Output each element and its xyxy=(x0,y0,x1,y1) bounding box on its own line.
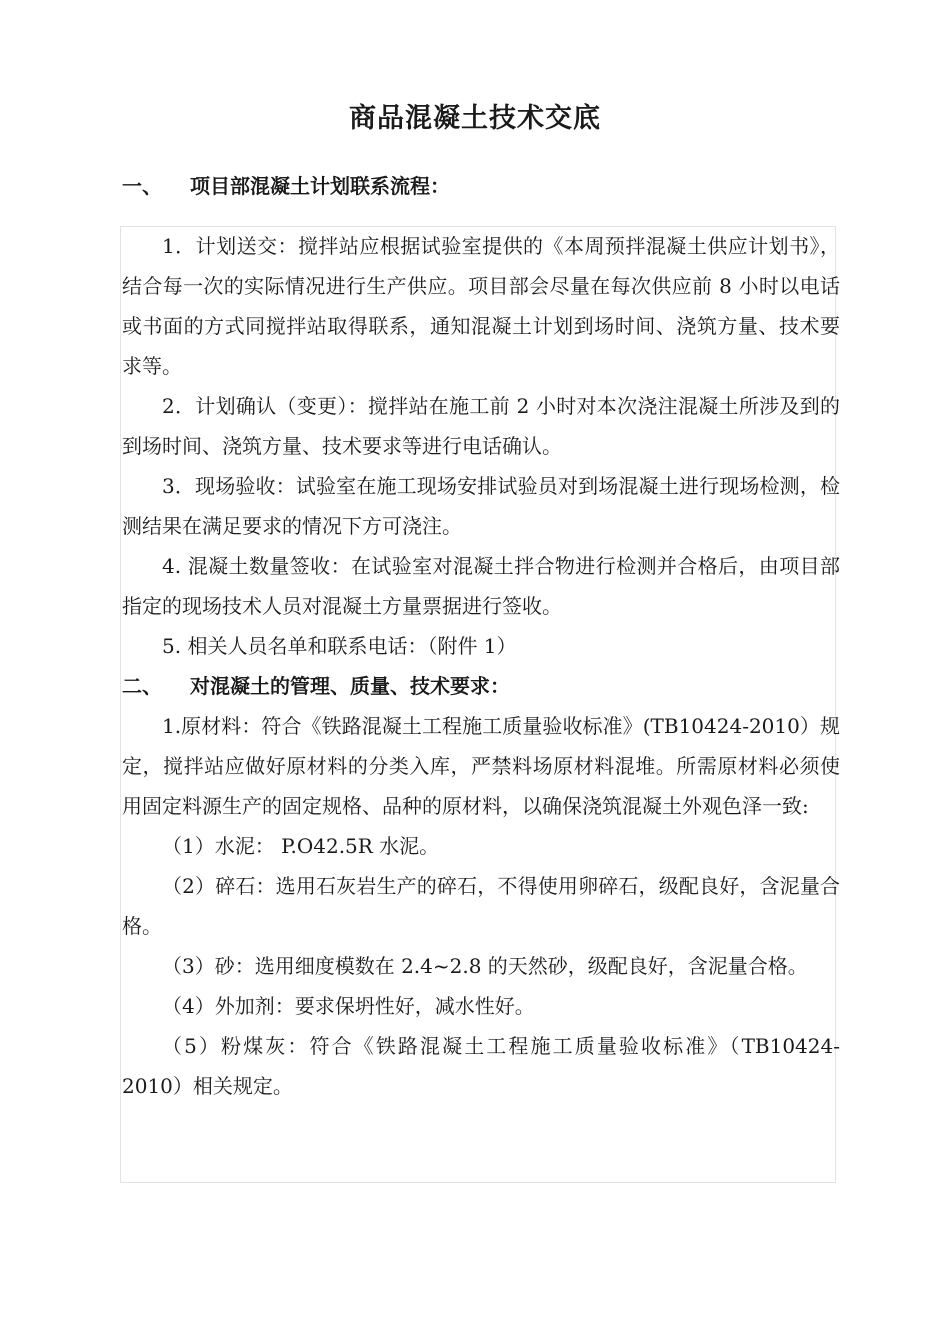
content-body xyxy=(122,226,840,1106)
section-1-heading xyxy=(122,172,842,200)
section-1-title: 项目部混凝土计划联系流程： xyxy=(190,174,450,198)
paragraph-sand: （3）砂：选用细度模数在 2.4~2.8 的天然砂，级配良好，含泥量合格。 xyxy=(162,954,808,978)
section-1-number: 一、 xyxy=(122,174,162,198)
paragraph-crushed-stone: （2）碎石：选用石灰岩生产的碎石，不得使用卵碎石，级配良好，含泥量合格。 xyxy=(122,874,840,938)
paragraph-admixture: （4）外加剂：要求保坍性好，减水性好。 xyxy=(162,994,535,1018)
paragraph-site-acceptance: 3．现场验收：试验室在施工现场安排试验员对到场混凝土进行现场检测，检测结果在满足要求的情况下方可浇注。 xyxy=(122,474,840,538)
paragraph-plan-confirmation: 2．计划确认（变更）：搅拌站在施工前 2 小时对本次浇注混凝土所涉及到的到场时间、浇筑方量、技术要求等进行电话确认。 xyxy=(122,394,840,458)
paragraph-plan-submission: 1．计划送交：搅拌站应根据试验室提供的《本周预拌混凝土供应计划书》，结合每一次的实际情况进行生产供应。项目部会尽量在每次供应前 8 小时以电话或书面的方式同搅拌站取得联系，通知混凝土计划到场时间、浇筑方量、技术要求等。 xyxy=(122,234,840,378)
paragraph-fly-ash: （5）粉煤灰：符合《铁路混凝土工程施工质量验收标准》（TB10424-2010）相关规定。 xyxy=(122,1034,840,1098)
paragraph-quantity-signoff: 4. 混凝土数量签收：在试验室对混凝土拌合物进行检测并合格后，由项目部指定的现场技术人员对混凝土方量票据进行签收。 xyxy=(122,554,840,618)
section-2-title: 对混凝土的管理、质量、技术要求： xyxy=(190,674,510,698)
paragraph-cement: （1）水泥： P.O42.5R 水泥。 xyxy=(162,834,440,858)
section-2-number: 二、 xyxy=(122,674,162,698)
paragraph-raw-materials: 1.原材料：符合《铁路混凝土工程施工质量验收标准》(TB10424-2010）规定，搅拌站应做好原材料的分类入库，严禁料场原材料混堆。所需原材料必须使用固定料源生产的固定规格、品种的原材料，以确保浇筑混凝土外观色泽一致: xyxy=(122,714,840,818)
document-title: 商品混凝土技术交底 xyxy=(349,103,601,134)
section-2-heading xyxy=(122,666,840,706)
paragraph-contacts: 5. 相关人员名单和联系电话：（附件 1） xyxy=(162,634,517,658)
